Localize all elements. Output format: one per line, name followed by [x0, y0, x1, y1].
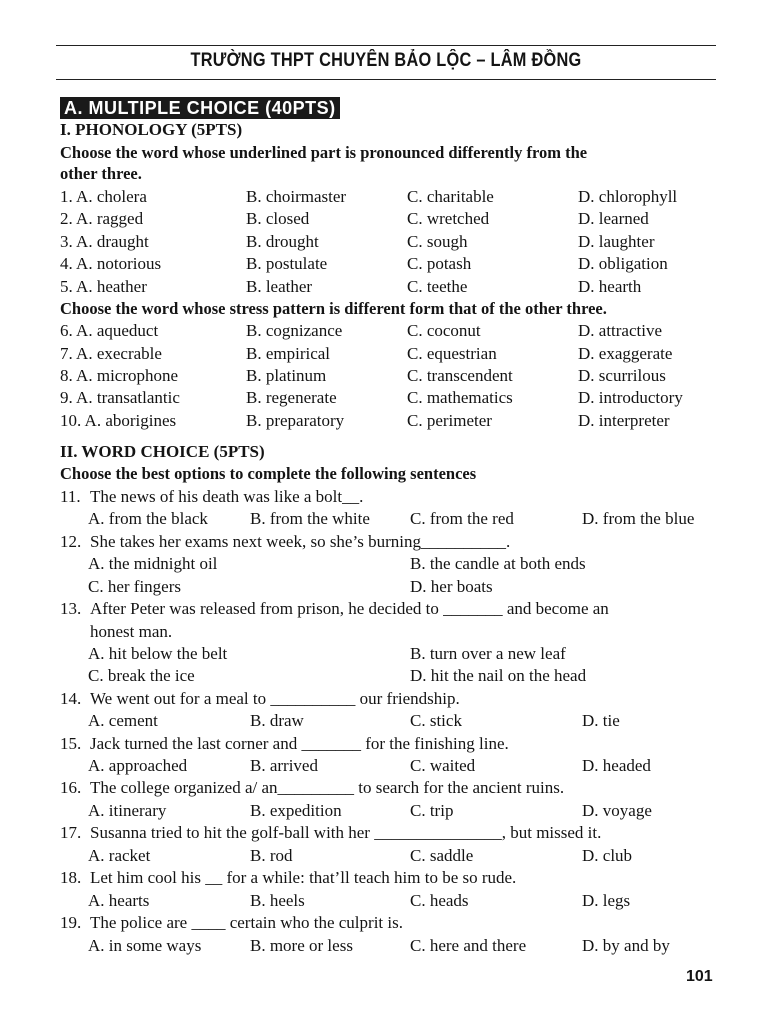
option-c: C. perimeter: [407, 411, 492, 430]
option-d: D. tie: [582, 711, 620, 730]
phonology-instruction-1a: Choose the word whose underlined part is pronounced differently from the: [60, 143, 588, 162]
option-d: D. chlorophyll: [578, 187, 678, 206]
option-a: 5. A. heather: [60, 277, 147, 296]
phonology-instruction-2: Choose the word whose stress pattern is different form that of the other three.: [60, 299, 607, 318]
option-d: D. laughter: [578, 232, 655, 251]
option-b: B. draw: [250, 711, 304, 730]
option-c: C. transcendent: [407, 366, 513, 385]
phonology-instruction-1b: other three.: [60, 164, 142, 183]
option-a: 8. A. microphone: [60, 366, 179, 385]
option-a: 1. A. cholera: [60, 187, 147, 206]
option-b: B. heels: [250, 891, 305, 910]
phonology-title: I. PHONOLOGY (5PTS): [60, 120, 243, 139]
option-b: B. more or less: [250, 936, 353, 955]
option-d: D. legs: [582, 891, 631, 910]
option-b: B. postulate: [246, 254, 328, 273]
option-d: D. voyage: [582, 801, 652, 820]
option-b: B. rod: [250, 846, 293, 865]
option-c: C. her fingers: [88, 577, 182, 596]
word-choice-instruction: Choose the best options to complete the following sentences: [60, 464, 477, 483]
page-number: 101: [686, 968, 713, 985]
option-c: C. break the ice: [88, 666, 195, 685]
option-b: B. empirical: [246, 344, 331, 363]
option-d: D. hearth: [578, 277, 642, 296]
option-c: C. from the red: [410, 509, 514, 528]
option-d: D. club: [582, 846, 633, 865]
option-a: 6. A. aqueduct: [60, 321, 159, 340]
option-b: B. arrived: [250, 756, 318, 775]
option-b: B. closed: [246, 209, 310, 228]
option-c: C. heads: [410, 891, 469, 910]
option-a: 10. A. aborigines: [60, 411, 177, 430]
option-a: 9. A. transatlantic: [60, 388, 180, 407]
option-c: C. stick: [410, 711, 462, 730]
option-d: D. obligation: [578, 254, 668, 273]
option-a: A. hit below the belt: [88, 644, 228, 663]
option-b: B. cognizance: [246, 321, 343, 340]
option-c: C. coconut: [407, 321, 481, 340]
option-b: B. turn over a new leaf: [410, 644, 566, 663]
option-a: A. hearts: [88, 891, 150, 910]
option-a: A. from the black: [88, 509, 208, 528]
option-a: 7. A. execrable: [60, 344, 162, 363]
option-a: A. the midnight oil: [88, 554, 218, 573]
option-c: C. mathematics: [407, 388, 513, 407]
option-a: 4. A. notorious: [60, 254, 162, 273]
option-d: D. introductory: [578, 388, 683, 407]
option-b: B. choirmaster: [246, 187, 347, 206]
option-c: C. teethe: [407, 277, 468, 296]
option-a: 3. A. draught: [60, 232, 149, 251]
option-c: C. saddle: [410, 846, 474, 865]
option-b: B. regenerate: [246, 388, 337, 407]
option-d: D. learned: [578, 209, 649, 228]
option-a: A. in some ways: [88, 936, 202, 955]
option-c: C. charitable: [407, 187, 494, 206]
option-b: B. from the white: [250, 509, 370, 528]
option-d: D. by and by: [582, 936, 670, 955]
option-c: C. wretched: [407, 209, 490, 228]
option-a: A. racket: [88, 846, 151, 865]
option-a: A. itinerary: [88, 801, 167, 820]
option-c: C. trip: [410, 801, 454, 820]
option-c: C. here and there: [410, 936, 527, 955]
option-d: D. interpreter: [578, 411, 670, 430]
option-d: D. attractive: [578, 321, 663, 340]
option-b: B. expedition: [250, 801, 342, 820]
option-a: A. cement: [88, 711, 158, 730]
option-b: B. the candle at both ends: [410, 554, 586, 573]
option-c: C. waited: [410, 756, 476, 775]
option-d: D. exaggerate: [578, 344, 673, 363]
option-d: D. hit the nail on the head: [410, 666, 587, 685]
section-a-title: A. MULTIPLE CHOICE (40PTS): [60, 97, 340, 119]
option-a: A. approached: [88, 756, 188, 775]
option-b: B. drought: [246, 232, 319, 251]
option-c: C. sough: [407, 232, 468, 251]
option-b: B. preparatory: [246, 411, 345, 430]
school-header: TRƯỜNG THPT CHUYÊN BẢO LỘC – LÂM ĐỒNG: [190, 50, 582, 71]
option-d: D. headed: [582, 756, 651, 775]
option-c: C. equestrian: [407, 344, 497, 363]
worksheet-page: TRƯỜNG THPT CHUYÊN BẢO LỘC – LÂM ĐỒNG A. MULTIPLE CHOICE (40PTS) I. PHONOLOGY (5PTS) Choose the word whose underlined part is pronounced differently from the other three. 1. A. cholera B. choirmaster C. charitable D. chlorophyll 2. A. ragged B. closed C. wretched D. learned 3. A. draught B. drought C. sough D. laughter 4. A. notorious B. postulate C. potash D. obligation 5. A. heather B. leather C. teethe D. hearth Choose the word whose stress pattern is different form that of the other three. 6. A. aqueduct B. cognizance C. coconut D. attractive 7. A. execrable B. empirical C. equestrian D. exaggerate 8. A. microphone B. platinum C. transcendent D. scurrilous 9. A. transatlantic B. regenerate C. mathematics D. introductory 10. A. aborigines B. preparatory C. perimeter D. interpreter II. WORD CHOICE (5PTS) Choose the best options to complete the following sentences 11. The news of his death was like a bolt__. A. from the black B. from the white C. from the red D. from the blue 12. She takes her exams next week, so she’s burning__________. A. the midnight oil B. the candle at both ends C. her fingers D. her boats 13. After Peter was released from prison, he decided to _______ and become an honest man. A. hit below the belt B. turn over a new leaf C. break the ice D. hit the nail on the head 14. We went out for a meal to __________ our friendship. A. cement B. draw C. stick D. tie 15. Jack turned the last corner and _______ for the finishing line. A. approached B. arrived C. waited D. headed 16. The college organized a/ an_________ to search for the ancient ruins. A. itinerary B. expedition C. trip D. voyage 17. Susanna tried to hit the golf-ball with her _______________, but missed it. A. racket B. rod C. saddle D. club 18. Let him cool his __ for a while: that’ll teach him to be so rude. A. hearts B. heels C. heads D. legs 19. The police are ____ certain who the culprit is. A. in some ways B. more or less C. here and there D. by and by 101: [0, 0, 768, 1024]
option-c: C. potash: [407, 254, 472, 273]
header-bottom-rule: [56, 79, 716, 80]
option-d: D. scurrilous: [578, 366, 666, 385]
option-a: 2. A. ragged: [60, 209, 144, 228]
option-b: B. leather: [246, 277, 313, 296]
header-top-rule: [56, 45, 716, 46]
word-choice-title: II. WORD CHOICE (5PTS): [60, 442, 265, 461]
option-d: D. from the blue: [582, 509, 695, 528]
option-b: B. platinum: [246, 366, 327, 385]
option-d: D. her boats: [410, 577, 493, 596]
